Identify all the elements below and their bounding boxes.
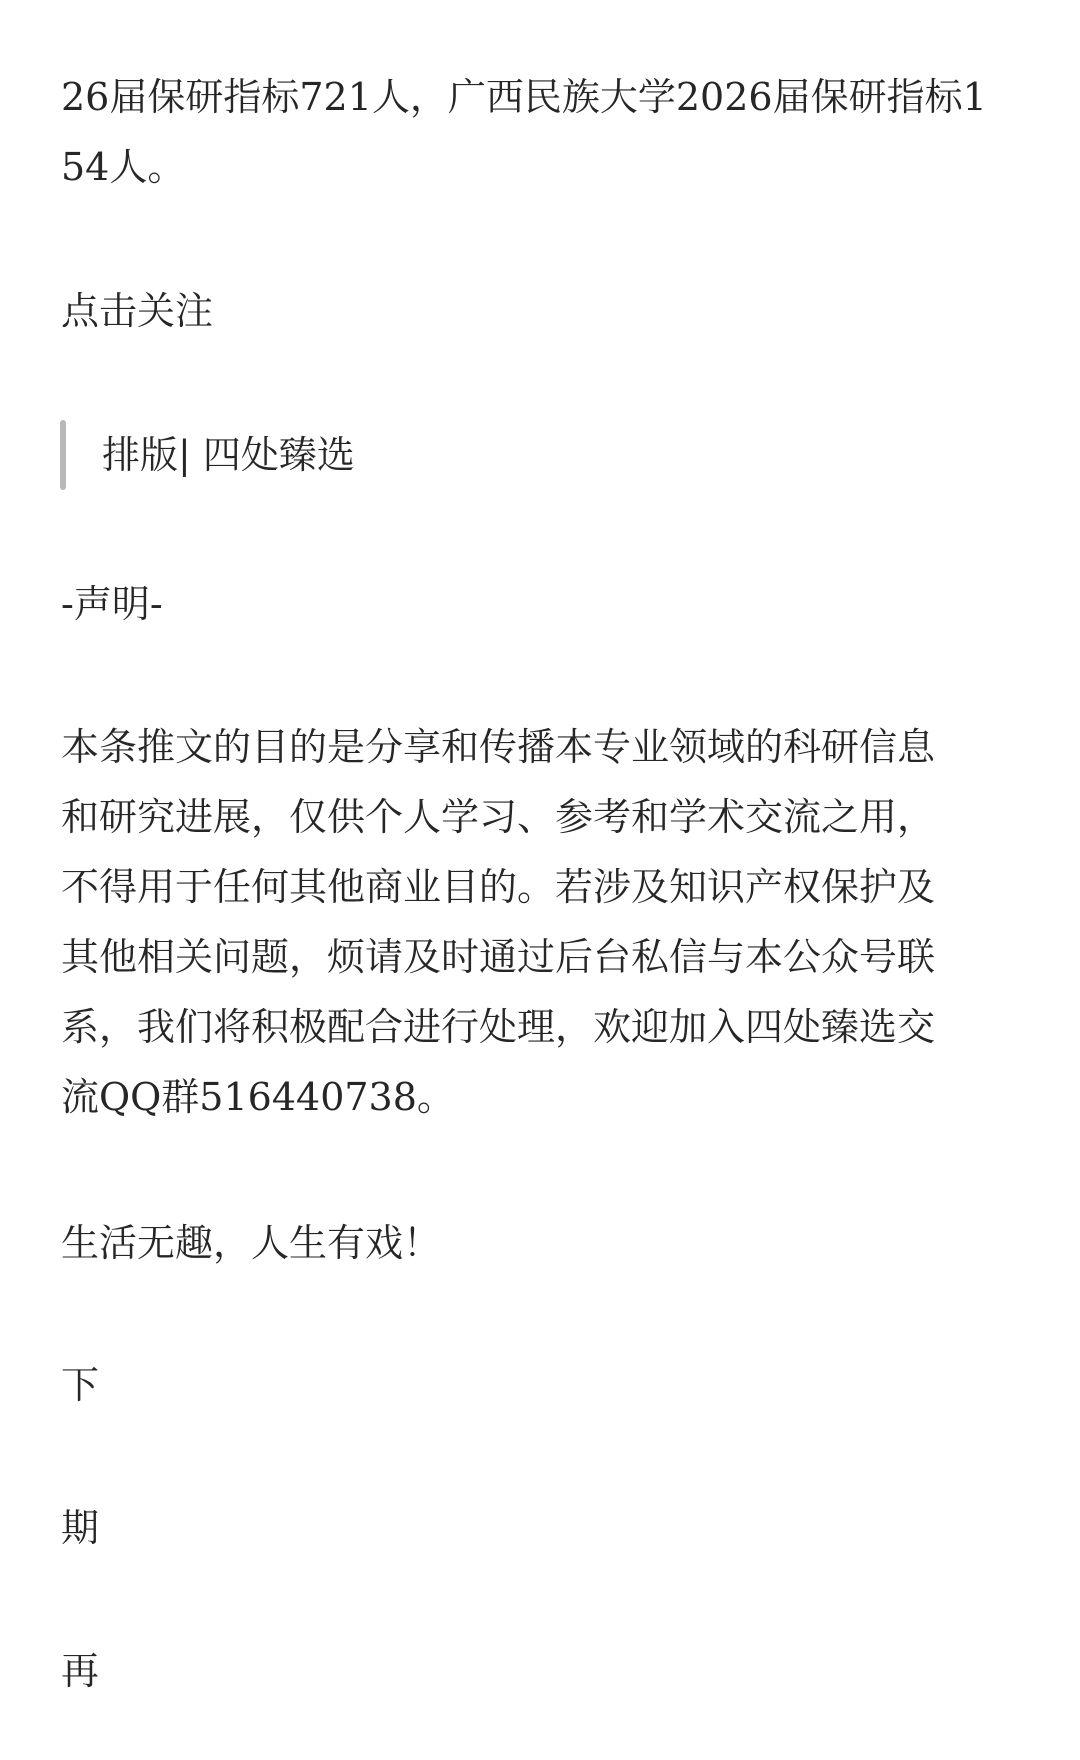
motto: 生活无趣，人生有戏！ — [61, 1221, 442, 1265]
statement-line: 和研究进展，仅供个人学习、参考和学术交流之用， — [61, 795, 936, 839]
vertical-char: 期 — [61, 1506, 100, 1550]
statement-title: -声明- — [61, 582, 163, 626]
statement-line: 本条推文的目的是分享和传播本专业领域的科研信息 — [61, 725, 936, 769]
quote-bar — [60, 420, 66, 490]
follow-link[interactable]: 点击关注 — [61, 289, 214, 333]
intro-paragraph — [61, 62, 1021, 202]
statement-line: 其他相关问题，烦请及时通过后台私信与本公众号联 — [61, 935, 936, 979]
statement-line: 系，我们将积极配合进行处理，欢迎加入四处臻选交 — [61, 1005, 936, 1049]
statement-line: 流QQ群516440738。 — [61, 1075, 455, 1119]
statement-line: 不得用于任何其他商业目的。若涉及知识产权保护及 — [61, 865, 936, 909]
intro-line: 54人。 — [61, 145, 186, 189]
intro-line: 26届保研指标721人，广西民族大学2026届保研指标1 — [61, 75, 987, 119]
vertical-char: 下 — [61, 1363, 100, 1407]
layout-credit: 排版| 四处臻选 — [102, 433, 355, 477]
statement-paragraph — [61, 712, 1021, 1132]
vertical-char: 再 — [61, 1649, 100, 1693]
